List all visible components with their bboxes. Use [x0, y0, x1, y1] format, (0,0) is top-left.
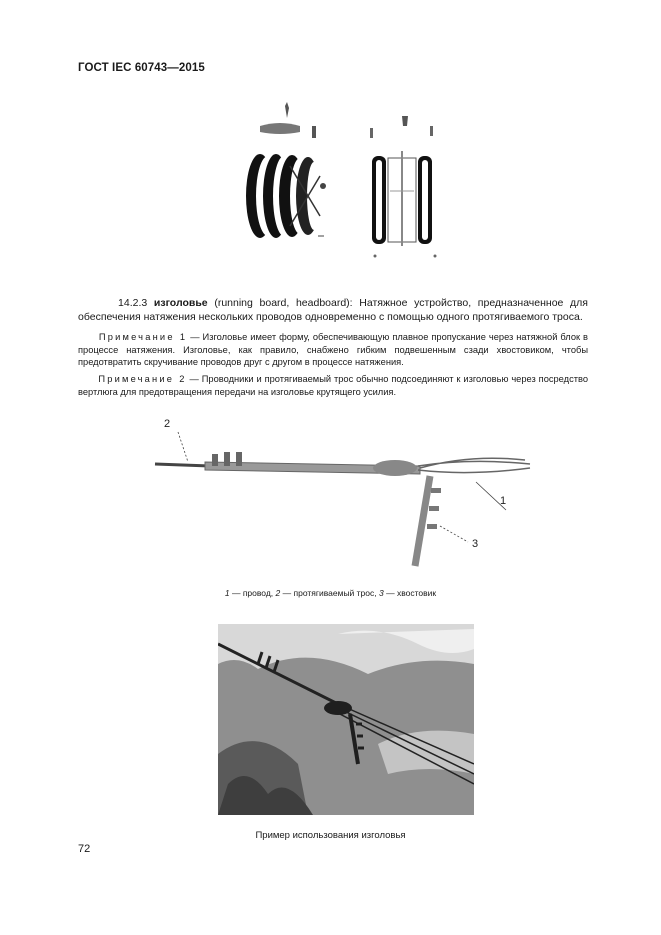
- note-2-label: Примечание 2: [98, 374, 187, 384]
- photo-caption: Пример использования изголовья: [255, 830, 406, 841]
- left-pulley-block: [246, 102, 326, 238]
- swivel: [373, 460, 417, 476]
- legend-num-2: 2: [275, 588, 281, 598]
- term-definition: Натяжное устройство, предназначенное для обеспечения натяжения нескольких проводов одновременно с помощью одного протягиваемого троса.: [78, 297, 588, 323]
- note-2-text: — Проводники и протягиваемый трос обычно подсоединяют к изголовью через посредство вертлюга для предотвращения передачи на изголовье крутящего усилия.: [78, 374, 588, 397]
- section-number: 14.2.3: [118, 297, 148, 309]
- note-1-text: — Изголовье имеет форму, обеспечивающую плавное пропускание через натяжной блок в процессе натяжения. Изголовье, как правило, снабжено гибким подвешенным сзади хвостовиком, чтобы предотвратить скручивание проводов друг с другом в процессе натяжения.: [78, 332, 588, 367]
- section-14-2-3: [78, 296, 588, 324]
- pulling-rope: [155, 464, 210, 466]
- document-header: ГОСТ IEC 60743—2015: [78, 62, 205, 74]
- headboard-photo: [218, 624, 474, 815]
- legend-text-1: — провод,: [229, 588, 276, 598]
- label-1: 1: [500, 495, 507, 507]
- conductor-lines: [418, 458, 530, 472]
- running-board-diagram: [150, 414, 540, 584]
- legend-text-3: — хвостовик: [383, 588, 437, 598]
- figure-legend: [0, 588, 661, 598]
- term-english: (running board, headboard):: [214, 297, 353, 309]
- note-2: [78, 373, 588, 398]
- legend-num-1: 1: [224, 588, 230, 598]
- label-2: 2: [164, 418, 171, 430]
- label-3: 3: [472, 538, 479, 550]
- note-1-label: Примечание 1: [98, 332, 188, 342]
- legend-num-3: 3: [378, 588, 384, 598]
- term-headboard: изголовье: [153, 297, 208, 309]
- note-1: [78, 331, 588, 369]
- page-number: 72: [78, 843, 91, 855]
- pulley-block-figure: [230, 96, 445, 271]
- tail: [415, 476, 430, 566]
- right-pulley-block: [370, 116, 437, 258]
- legend-text-2: — протягиваемый трос,: [280, 588, 379, 598]
